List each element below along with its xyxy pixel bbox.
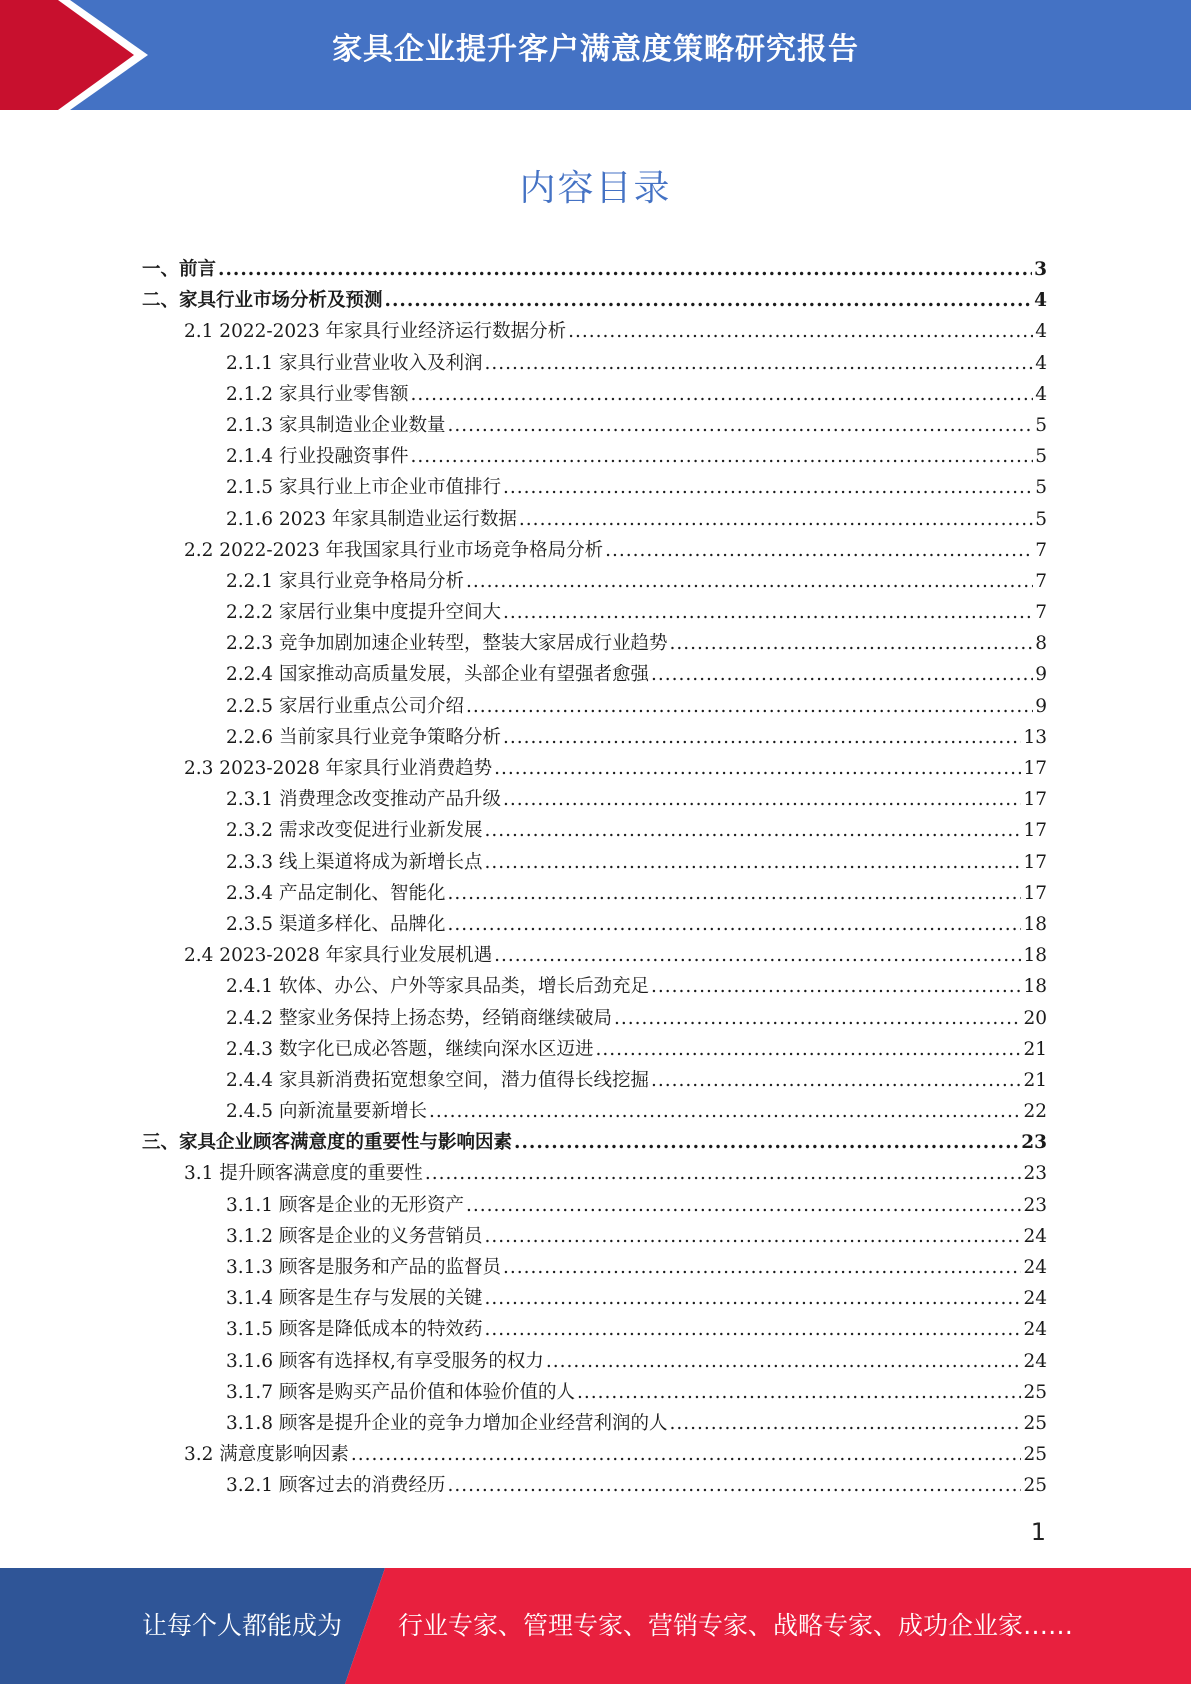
toc-entry[interactable] — [142, 628, 1047, 659]
toc-entry[interactable] — [142, 410, 1047, 441]
toc-entry-page: 17 — [1023, 820, 1047, 842]
toc-leader-dots — [577, 1377, 1021, 1408]
toc-leader-dots — [410, 441, 1033, 472]
toc-entry[interactable] — [142, 971, 1047, 1002]
toc-entry[interactable] — [142, 504, 1047, 535]
toc-entry-page: 18 — [1023, 976, 1047, 998]
toc-entry-page: 9 — [1035, 664, 1047, 686]
toc-entry-label: 2.3.2 需求改变促进行业新发展 — [226, 820, 483, 842]
toc-entry-label: 2.2 2022-2023 年我国家具行业市场竞争格局分析 — [184, 539, 604, 561]
toc-leader-dots — [447, 909, 1021, 940]
toc-entry-page: 21 — [1023, 1038, 1047, 1060]
toc-entry-label: 2.1.3 家具制造业企业数量 — [226, 414, 446, 436]
footer-slogan-right: 行业专家、管理专家、营销专家、战略专家、成功企业家…… — [398, 1611, 1074, 1640]
toc-leader-dots — [514, 1127, 1019, 1158]
toc-entry-label: 2.2.3 竞争加剧加速企业转型，整装大家居成行业趋势 — [226, 633, 668, 655]
document-title: 家具企业提升客户满意度策略研究报告 — [332, 32, 859, 67]
toc-entry[interactable] — [142, 784, 1047, 815]
toc-entry[interactable] — [142, 691, 1047, 722]
toc-entry[interactable] — [142, 316, 1047, 347]
toc-entry[interactable] — [142, 1439, 1047, 1470]
toc-entry[interactable] — [142, 597, 1047, 628]
toc-entry-label: 2.4.2 整家业务保持上扬态势，经销商继续破局 — [226, 1007, 612, 1029]
toc-leader-dots — [503, 472, 1033, 503]
toc-entry-label: 2.4.3 数字化已成必答题，继续向深水区迈进 — [226, 1038, 594, 1060]
table-of-contents — [142, 254, 1047, 1502]
toc-entry-label: 2.2.6 当前家具行业竞争策略分析 — [226, 726, 501, 748]
toc-entry-page: 4 — [1035, 383, 1047, 405]
toc-entry-label: 2.1 2022-2023 年家具行业经济运行数据分析 — [184, 321, 567, 343]
toc-entry-page: 24 — [1023, 1319, 1047, 1341]
toc-entry-label: 3.1.2 顾客是企业的义务营销员 — [226, 1225, 483, 1247]
toc-entry-label: 2.3.4 产品定制化、智能化 — [226, 882, 446, 904]
toc-entry-label: 2.3.1 消费理念改变推动产品升级 — [226, 789, 501, 811]
toc-leader-dots — [351, 1439, 1022, 1470]
toc-entry-page: 24 — [1023, 1225, 1047, 1247]
toc-leader-dots — [503, 1252, 1021, 1283]
toc-entry-page: 18 — [1023, 913, 1047, 935]
toc-entry-page: 25 — [1023, 1444, 1047, 1466]
toc-entry-page: 25 — [1023, 1475, 1047, 1497]
toc-leader-dots — [669, 628, 1033, 659]
toc-leader-dots — [484, 1283, 1021, 1314]
toc-entry-label: 3.1.1 顾客是企业的无形资产 — [226, 1194, 464, 1216]
toc-entry[interactable] — [142, 1190, 1047, 1221]
toc-entry-label: 一、前言 — [142, 259, 217, 280]
toc-entry[interactable] — [142, 566, 1047, 597]
toc-entry-label: 2.2.5 家居行业重点公司介绍 — [226, 695, 464, 717]
toc-leader-dots — [494, 753, 1021, 784]
toc-leader-dots — [614, 1003, 1021, 1034]
toc-leader-dots — [546, 1346, 1022, 1377]
toc-entry-page: 9 — [1035, 695, 1047, 717]
toc-entry[interactable] — [142, 1065, 1047, 1096]
toc-entry-label: 3.1.8 顾客是提升企业的竞争力增加企业经营利润的人 — [226, 1412, 668, 1434]
toc-leader-dots — [466, 566, 1033, 597]
toc-leader-dots — [595, 1034, 1021, 1065]
toc-entry-label: 2.4.1 软体、办公、户外等家具品类，增长后劲充足 — [226, 976, 649, 998]
toc-entry[interactable] — [142, 753, 1047, 784]
toc-entry[interactable] — [142, 659, 1047, 690]
toc-entry-label: 2.3.3 线上渠道将成为新增长点 — [226, 851, 483, 873]
toc-entry[interactable] — [142, 1034, 1047, 1065]
toc-entry[interactable] — [142, 535, 1047, 566]
toc-leader-dots — [651, 971, 1021, 1002]
toc-entry-label: 2.1.4 行业投融资事件 — [226, 446, 409, 468]
toc-entry-page: 5 — [1035, 477, 1047, 499]
toc-leader-dots — [669, 1408, 1021, 1439]
toc-entry[interactable] — [142, 1127, 1047, 1158]
toc-entry-page: 17 — [1023, 851, 1047, 873]
toc-entry[interactable] — [142, 1221, 1047, 1252]
toc-entry-label: 2.4.4 家具新消费拓宽想象空间，潜力值得长线挖掘 — [226, 1069, 649, 1091]
toc-entry-label: 2.1.5 家具行业上市企业市值排行 — [226, 477, 501, 499]
page-number: 1 — [1030, 1518, 1046, 1546]
toc-entry[interactable] — [142, 1408, 1047, 1439]
toc-leader-dots — [484, 1314, 1021, 1345]
toc-entry-page: 22 — [1023, 1101, 1047, 1123]
toc-leader-dots — [447, 878, 1021, 909]
toc-entry[interactable] — [142, 1158, 1047, 1189]
toc-entry[interactable] — [142, 815, 1047, 846]
toc-entry[interactable] — [142, 909, 1047, 940]
toc-leader-dots — [447, 410, 1033, 441]
toc-entry[interactable] — [142, 847, 1047, 878]
toc-leader-dots — [503, 722, 1021, 753]
toc-entry[interactable] — [142, 441, 1047, 472]
toc-entry-page: 7 — [1035, 602, 1047, 624]
toc-entry[interactable] — [142, 254, 1047, 285]
toc-leader-dots — [503, 597, 1033, 628]
toc-leader-dots — [466, 691, 1033, 722]
toc-leader-dots — [651, 1065, 1021, 1096]
toc-entry-label: 3.1.4 顾客是生存与发展的关键 — [226, 1288, 483, 1310]
toc-entry[interactable] — [142, 1377, 1047, 1408]
toc-entry-page: 4 — [1035, 321, 1047, 343]
toc-entry-label: 2.4 2023-2028 年家具行业发展机遇 — [184, 945, 493, 967]
toc-leader-dots — [466, 1190, 1021, 1221]
toc-leader-dots — [425, 1158, 1022, 1189]
toc-entry-label: 3.1.6 顾客有选择权,有享受服务的权力 — [226, 1350, 544, 1372]
toc-leader-dots — [519, 504, 1033, 535]
toc-entry-label: 3.1.7 顾客是购买产品价值和体验价值的人 — [226, 1381, 575, 1403]
toc-entry-page: 20 — [1023, 1007, 1047, 1029]
toc-leader-dots — [484, 1221, 1021, 1252]
toc-heading: 内容目录 — [519, 168, 672, 209]
toc-entry-label: 2.2.2 家居行业集中度提升空间大 — [226, 602, 501, 624]
toc-entry-page: 24 — [1023, 1288, 1047, 1310]
toc-entry-page: 24 — [1023, 1350, 1047, 1372]
toc-entry-page: 13 — [1023, 726, 1047, 748]
toc-entry-page: 25 — [1023, 1412, 1047, 1434]
toc-entry-page: 23 — [1023, 1194, 1047, 1216]
toc-entry-label: 2.1.2 家具行业零售额 — [226, 383, 409, 405]
toc-entry-label: 2.3 2023-2028 年家具行业消费趋势 — [184, 758, 493, 779]
toc-entry-label: 2.2.4 国家推动高质量发展，头部企业有望强者愈强 — [226, 664, 649, 686]
toc-entry[interactable] — [142, 722, 1047, 753]
toc-entry-page: 25 — [1023, 1381, 1047, 1403]
toc-entry[interactable] — [142, 940, 1047, 971]
toc-leader-dots — [484, 815, 1021, 846]
toc-entry[interactable] — [142, 348, 1047, 379]
toc-leader-dots — [429, 1096, 1021, 1127]
toc-entry[interactable] — [142, 1283, 1047, 1314]
toc-leader-dots — [568, 316, 1033, 347]
toc-entry-page: 17 — [1023, 882, 1047, 904]
toc-entry-page: 17 — [1023, 789, 1047, 811]
toc-entry-page: 5 — [1035, 508, 1047, 530]
toc-entry[interactable] — [142, 285, 1047, 316]
toc-entry-page: 5 — [1035, 446, 1047, 468]
toc-entry-page: 24 — [1023, 1257, 1047, 1278]
toc-entry-label: 2.1.1 家具行业营业收入及利润 — [226, 352, 483, 374]
toc-entry-label: 3.1 提升顾客满意度的重要性 — [184, 1163, 423, 1185]
toc-entry[interactable] — [142, 379, 1047, 410]
toc-leader-dots — [651, 659, 1033, 690]
footer-band — [0, 1568, 1191, 1684]
header-band — [0, 0, 1191, 110]
toc-entry-page: 5 — [1035, 414, 1047, 436]
toc-entry[interactable] — [142, 878, 1047, 909]
toc-leader-dots — [494, 940, 1021, 971]
toc-entry-page: 23 — [1021, 1132, 1047, 1154]
toc-leader-dots — [605, 535, 1033, 566]
toc-entry-label: 2.3.5 渠道多样化、品牌化 — [226, 913, 446, 935]
toc-entry-label: 3.2 满意度影响因素 — [184, 1444, 349, 1466]
toc-entry-page: 17 — [1023, 758, 1047, 779]
toc-entry-label: 2.4.5 向新流量要新增长 — [226, 1101, 427, 1123]
toc-entry-page: 8 — [1035, 633, 1047, 655]
toc-entry-page: 4 — [1034, 290, 1047, 312]
toc-entry[interactable] — [142, 1346, 1047, 1377]
toc-leader-dots — [410, 379, 1033, 410]
toc-leader-dots — [484, 348, 1033, 379]
toc-entry-label: 3.2.1 顾客过去的消费经历 — [226, 1475, 446, 1497]
toc-entry-page: 4 — [1035, 352, 1047, 374]
toc-leader-dots — [447, 1470, 1021, 1501]
toc-entry[interactable] — [142, 472, 1047, 503]
toc-entry-page: 18 — [1023, 945, 1047, 967]
toc-entry[interactable] — [142, 1252, 1047, 1283]
toc-leader-dots — [218, 254, 1032, 285]
toc-entry-label: 2.1.6 2023 年家具制造业运行数据 — [226, 508, 517, 530]
toc-entry-label: 二、家具行业市场分析及预测 — [142, 290, 383, 312]
toc-entry-page: 7 — [1035, 539, 1047, 561]
toc-entry-label: 3.1.5 顾客是降低成本的特效药 — [226, 1319, 483, 1341]
toc-leader-dots — [503, 784, 1021, 815]
toc-entry-page: 7 — [1035, 570, 1047, 592]
toc-entry[interactable] — [142, 1314, 1047, 1345]
toc-entry-page: 21 — [1023, 1069, 1047, 1091]
footer-slogan-left: 让每个人都能成为 — [142, 1611, 343, 1640]
toc-entry[interactable] — [142, 1003, 1047, 1034]
toc-entry-label: 2.2.1 家具行业竞争格局分析 — [226, 570, 464, 592]
toc-leader-dots — [484, 847, 1021, 878]
toc-leader-dots — [385, 285, 1033, 316]
toc-entry[interactable] — [142, 1470, 1047, 1501]
toc-entry-page: 3 — [1034, 259, 1047, 280]
toc-entry-label: 3.1.3 顾客是服务和产品的监督员 — [226, 1257, 501, 1278]
toc-entry[interactable] — [142, 1096, 1047, 1127]
toc-entry-page: 23 — [1023, 1163, 1047, 1185]
toc-entry-label: 三、家具企业顾客满意度的重要性与影响因素 — [142, 1132, 513, 1154]
